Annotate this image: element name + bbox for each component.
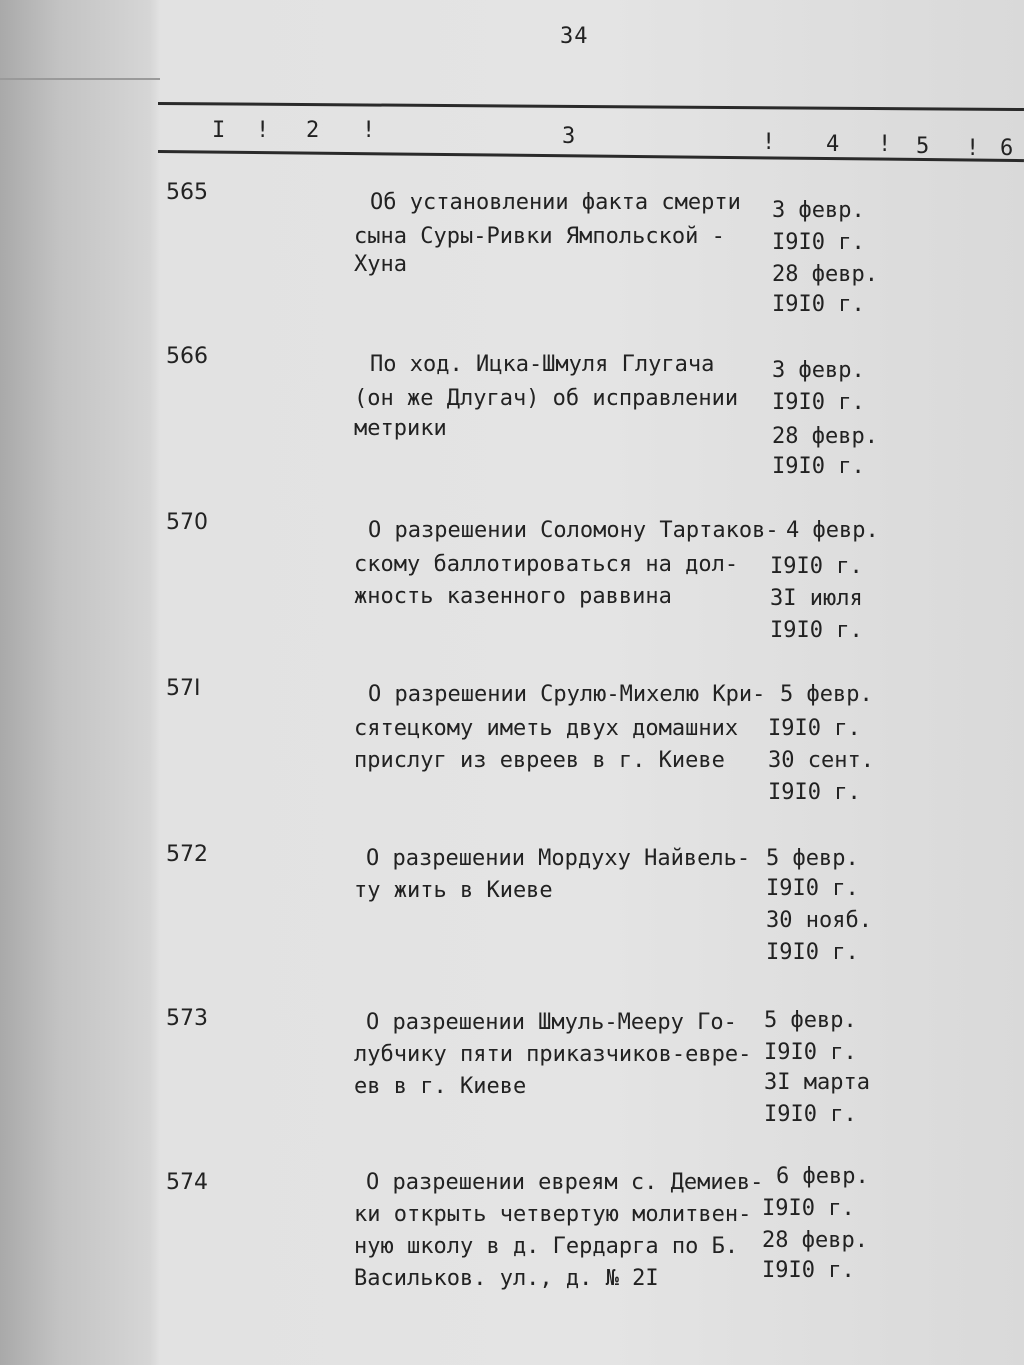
- entry-description-line: О разрешении Срулю-Михелю Кри-: [368, 682, 766, 707]
- entry-description-line: ев в г. Киеве: [354, 1074, 527, 1099]
- entry-description-line: прислуг из евреев в г. Киеве: [354, 748, 725, 773]
- entry-description-line: О разрешении евреям с. Демиев-: [366, 1170, 764, 1195]
- entry-description-line: По ход. Ицка-Шмуля Глугача: [370, 352, 715, 377]
- header-separator: !: [362, 118, 376, 143]
- entry-number: 565: [166, 180, 208, 205]
- entry-date-line: I9I0 г.: [772, 390, 865, 415]
- entry-date-line: 4 февр.: [786, 518, 879, 543]
- entry-date-line: I9I0 г.: [764, 1102, 857, 1127]
- entry-date-line: I9I0 г.: [770, 618, 863, 643]
- entry-description-line: метрики: [354, 416, 447, 441]
- entry-description-line: скому баллотироваться на дол-: [354, 552, 739, 577]
- entry-date-line: 3I марта: [764, 1070, 870, 1095]
- entry-date-line: 30 сент.: [768, 748, 874, 773]
- entry-description-line: О разрешении Шмуль-Меeру Го-: [366, 1010, 737, 1035]
- entry-date-line: I9I0 г.: [768, 780, 861, 805]
- entry-date-line: 30 нояб.: [766, 908, 872, 933]
- entry-number: 566: [166, 344, 208, 369]
- entry-date-line: 3 февр.: [772, 198, 865, 223]
- entry-date-line: I9I0 г.: [772, 454, 865, 479]
- entry-date-line: I9I0 г.: [766, 940, 859, 965]
- entry-number: 574: [166, 1170, 208, 1195]
- entry-date-line: I9I0 г.: [772, 230, 865, 255]
- entry-date-line: I9I0 г.: [770, 554, 863, 579]
- entry-description-line: (он же Длугач) об исправлении: [354, 386, 739, 411]
- entry-date-line: 5 февр.: [766, 846, 859, 871]
- header-col-5: 5: [916, 134, 930, 159]
- entry-date-line: 5 февр.: [780, 682, 873, 707]
- entry-date-line: I9I0 г.: [768, 716, 861, 741]
- entry-description-line: ту жить в Киеве: [354, 878, 553, 903]
- header-col-6: 6: [1000, 136, 1014, 161]
- table-header-bottom-rule: [158, 150, 1024, 162]
- header-separator: !: [256, 118, 270, 143]
- entry-date-line: 28 февр.: [772, 424, 878, 449]
- entry-description-line: О разрешении Мордуху Найвель-: [366, 846, 751, 871]
- header-separator: !: [966, 136, 980, 161]
- header-col-2: 2: [306, 118, 320, 143]
- entry-description-line: Об установлении факта смерти: [370, 190, 741, 215]
- book-binding-shadow: [0, 0, 160, 1365]
- facing-page-edge: [0, 78, 160, 80]
- table-header-top-rule: [158, 102, 1024, 111]
- entry-description-line: Васильков. ул., д. № 2I: [354, 1266, 659, 1291]
- entry-date-line: I9I0 г.: [772, 292, 865, 317]
- entry-number: 572: [166, 842, 208, 867]
- entry-number: 570: [166, 510, 208, 535]
- entry-number: 573: [166, 1006, 208, 1031]
- header-col-4: 4: [826, 132, 840, 157]
- entry-description-line: ную школу в д. Гердарга по Б.: [354, 1234, 739, 1259]
- entry-date-line: 28 февр.: [772, 262, 878, 287]
- entry-date-line: 6 февр.: [776, 1164, 869, 1189]
- entry-description-line: О разрешении Соломону Тартаков-: [368, 518, 779, 543]
- header-separator: !: [878, 132, 892, 157]
- entry-description-line: ки открыть четвертую молитвен-: [354, 1202, 752, 1227]
- entry-date-line: I9I0 г.: [762, 1196, 855, 1221]
- entry-date-line: 3I июля: [770, 586, 863, 611]
- entry-date-line: I9I0 г.: [766, 876, 859, 901]
- entry-description-line: сятецкому иметь двух домашних: [354, 716, 739, 741]
- entry-number: 57I: [166, 676, 201, 701]
- entry-description-line: Хуна: [354, 252, 407, 277]
- entry-description-line: сына Суры-Ривки Ямпольской -: [354, 224, 725, 249]
- entry-date-line: 3 февр.: [772, 358, 865, 383]
- entry-date-line: 5 февр.: [764, 1008, 857, 1033]
- entry-date-line: 28 февр.: [762, 1228, 868, 1253]
- entry-date-line: I9I0 г.: [764, 1040, 857, 1065]
- entry-date-line: I9I0 г.: [762, 1258, 855, 1283]
- header-col-1: I: [212, 118, 226, 143]
- header-separator: !: [762, 130, 776, 155]
- page-number: 34: [560, 24, 589, 49]
- entry-description-line: жность казенного раввина: [354, 584, 672, 609]
- header-col-3: 3: [562, 124, 576, 149]
- entry-description-line: лубчику пяти приказчиков-евре-: [354, 1042, 752, 1067]
